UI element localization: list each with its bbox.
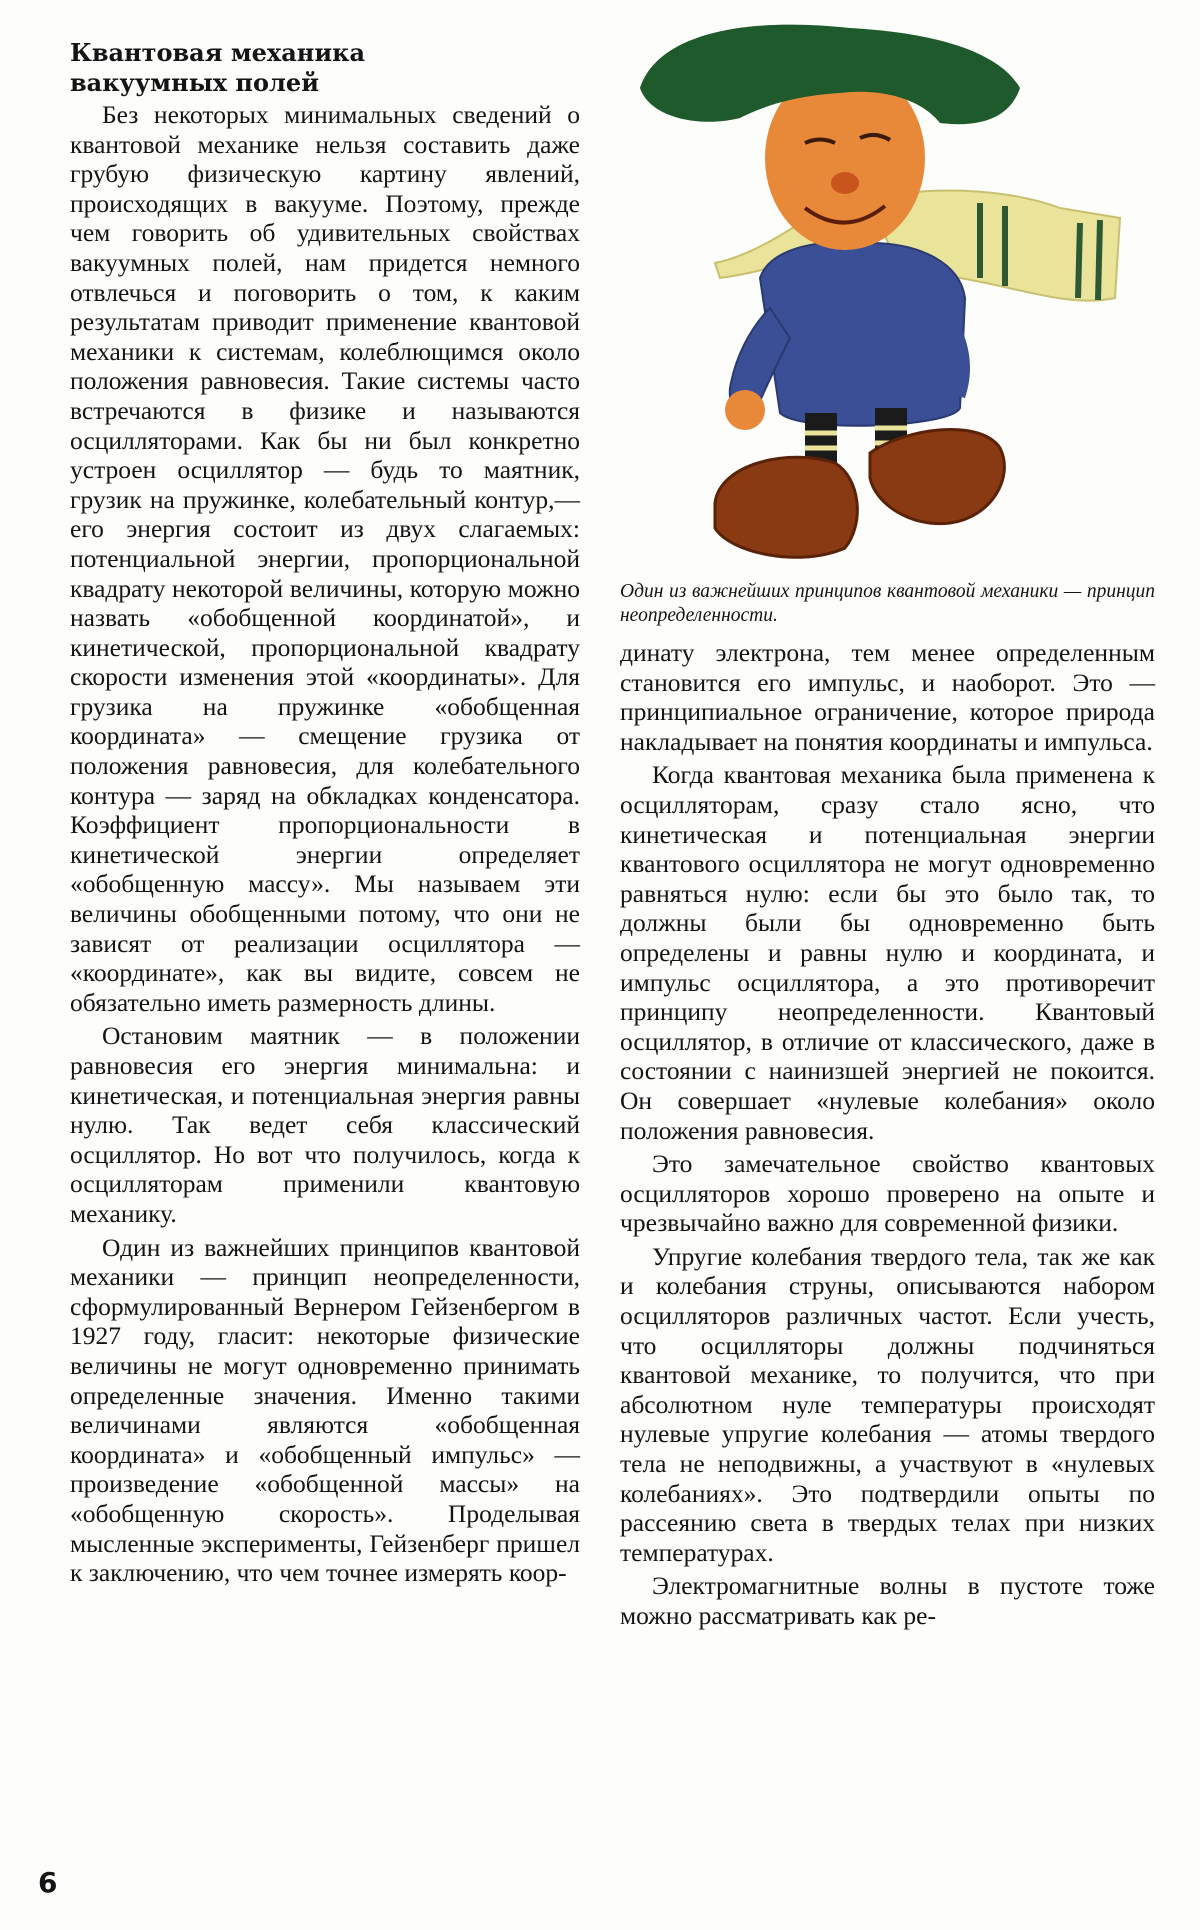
- shoe-right: [870, 429, 1004, 523]
- paragraph: Когда квантовая механика была применена к осцилляторам, сразу стало ясно, что кинетическая и потенциальная энергии квантового осциллятора не могут одновременно равняться нулю: если бы это было так, то должны были бы одновременно быть определены и равны нулю и координата, и импульс осциллятора, а это противоречит принципу неопределенности. Квантовый осциллятор, в отличие от классического, даже в состоянии с наинизшей энергией не покоится. Он совершает «нулевые колебания» около положения равновесия.: [620, 760, 1155, 1145]
- hand-shape: [725, 390, 765, 430]
- heading-line-1: Квантовая механика: [70, 38, 366, 67]
- right-column: [620, 0, 1155, 1635]
- paragraph: Это замечательное свойство квантовых осцилляторов хорошо проверено на опыте и чрезвычайно важно для современной физики.: [620, 1149, 1155, 1238]
- paragraph: Остановим маятник — в положении равновесия его энергия минимальна: и кинетическая, и потенциальная энергия равны нулю. Так ведет себя классический осциллятор. Но вот что получилось, когда к осцилляторам применили квантовую механику.: [70, 1021, 580, 1228]
- paragraph: динату электрона, тем менее определенным становится его импульс, и наоборот. Это — принципиальное ограничение, которое природа накладывает на понятия координаты и импульса.: [620, 638, 1155, 756]
- sweater-shape: [760, 242, 965, 426]
- section-heading: [70, 38, 580, 98]
- illustration-boy-walking: [620, 8, 1155, 580]
- page-number: 6: [38, 1866, 58, 1899]
- figure-caption: Один из важнейших принципов квантовой механики — принцип неопределенности.: [620, 581, 1155, 626]
- paragraph: Электромагнитные волны в пустоте тоже можно рассматривать как ре-: [620, 1571, 1155, 1630]
- paragraph: Упругие колебания твердого тела, так же как и колебания струны, описываются набором осцилляторов различных частот. Если учесть, что осцилляторы должны подчиняться квантовой механике, то получится, что при абсолютном нуле температуры происходят нулевые упругие колебания — атомы твердого тела не неподвижны, а участвуют в «нулевых колебаниях». Это подтвердили опыты по рассеянию света в твердых телах при низких температурах.: [620, 1241, 1155, 1567]
- boy-illustration-image: [620, 8, 1155, 580]
- paragraph: Один из важнейших принципов квантовой механики — принцип неопределенности, сформулированный Вернером Гейзенбергом в 1927 году, гласит: некоторые физические величины не могут одновременно принимать определенные значения. Именно такими величинами являются «обобщенная координата» и «обобщенный импульс» — произведение «обобщенной массы» на «обобщенную скорость». Проделывая мысленные эксперименты, Гейзенберг пришел к заключению, что чем точнее измерять коор-: [70, 1232, 580, 1588]
- paragraph: Без некоторых минимальных сведений о квантовой механике нельзя составить даже грубую физическую картину явлений, происходящих в вакууме. Поэтому, прежде чем говорить об удивительных свойствах вакуумных полей, нам придется немного отвлечься и поговорить о том, к каким результатам приводит применение квантовой механики к системам, колеблющимся около положения равновесия. Такие системы часто встречаются в физике и называются осцилляторами. Как бы ни был конкретно устроен осциллятор — будь то маятник, грузик на пружинке, колебательный контур,— его энергия состоит из двух слагаемых: потенциальной энергии, пропорциональной квадрату некоторой величины, которую можно назвать «обобщенной координатой», и кинетической, пропорциональной квадрату скорости изменения этой «координаты». Для грузика на пружинке «обобщенная координата» — смещение грузика от положения равновесия, для колебательного контура — заряд на обкладках конденсатора. Коэффициент пропорциональности в кинетической энергии определяет «обобщенную массу». Мы называем эти величины обобщенными потому, что они не зависят от реализации осциллятора — «координате», как вы видите, совсем не обязательно иметь размерность длины.: [70, 100, 580, 1017]
- nose: [831, 172, 859, 194]
- left-column: [70, 38, 580, 1592]
- shoe-left: [715, 457, 857, 557]
- heading-line-2: вакуумных полей: [70, 68, 319, 97]
